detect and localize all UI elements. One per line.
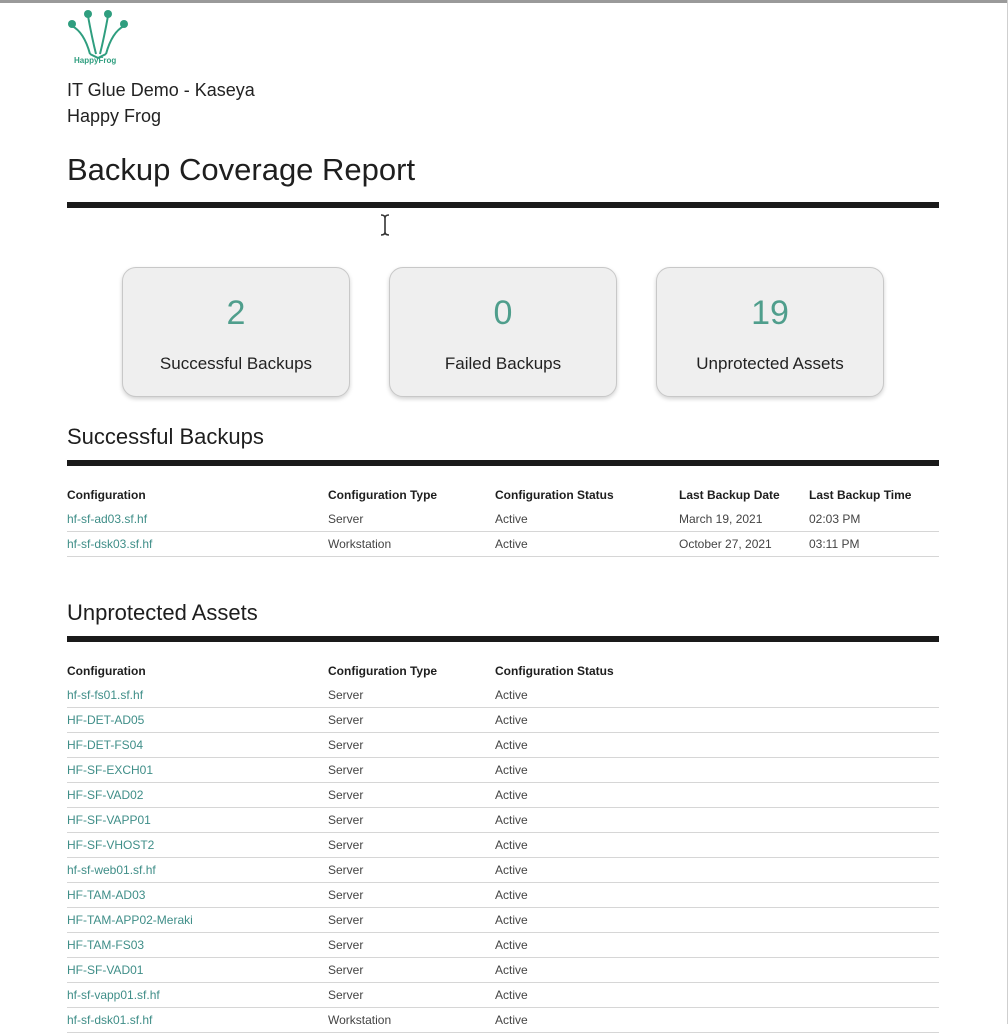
empty-cell: [679, 783, 939, 808]
logo-text: HappyFrog: [74, 56, 117, 65]
table-row: [67, 1008, 939, 1033]
configuration-status: Active: [495, 958, 679, 983]
unprotected-assets-heading: Unprotected Assets: [67, 600, 258, 625]
configuration-status: Active: [495, 683, 679, 708]
column-header-configuration: Configuration: [67, 664, 146, 678]
configuration-type: Server: [328, 507, 495, 532]
last-backup-time: 03:11 PM: [809, 532, 939, 557]
unprotected-assets-count: 19: [751, 294, 789, 332]
empty-cell: [679, 983, 939, 1008]
configuration-type: Server: [328, 708, 495, 733]
table-row: [67, 758, 939, 783]
table-row: [67, 532, 939, 557]
column-header-configuration-type: Configuration Type: [328, 664, 438, 678]
configuration-link[interactable]: HF-SF-VAD02: [67, 783, 328, 808]
configuration-link[interactable]: hf-sf-dsk03.sf.hf: [67, 532, 328, 557]
table-row: [67, 983, 939, 1008]
empty-cell: [679, 733, 939, 758]
table-row: [67, 958, 939, 983]
configuration-link[interactable]: HF-DET-FS04: [67, 733, 328, 758]
column-header-configuration: Configuration: [67, 488, 146, 502]
empty-cell: [679, 708, 939, 733]
successful-backups-label: Successful Backups: [159, 354, 313, 373]
configuration-link[interactable]: HF-SF-VHOST2: [67, 833, 328, 858]
configuration-type: Server: [328, 808, 495, 833]
configuration-status: Active: [495, 833, 679, 858]
configuration-status: Active: [495, 1008, 679, 1033]
table-header-row: [67, 659, 939, 683]
column-header-last-backup-time: Last Backup Time: [809, 488, 912, 502]
configuration-link[interactable]: hf-sf-dsk01.sf.hf: [67, 1008, 328, 1033]
configuration-link[interactable]: hf-sf-vapp01.sf.hf: [67, 983, 328, 1008]
failed-backups-count: 0: [493, 294, 513, 332]
empty-cell: [679, 808, 939, 833]
configuration-type: Server: [328, 758, 495, 783]
successful-backups-table: [67, 483, 939, 557]
table-row: [67, 808, 939, 833]
table-row: [67, 908, 939, 933]
configuration-type: Workstation: [328, 532, 495, 557]
configuration-link[interactable]: HF-TAM-APP02-Meraki: [67, 908, 328, 933]
table-row: [67, 883, 939, 908]
table-row: [67, 933, 939, 958]
table-row: [67, 858, 939, 883]
configuration-status: Active: [495, 507, 679, 532]
column-header-empty: [679, 659, 939, 683]
table-row: [67, 683, 939, 708]
empty-cell: [679, 683, 939, 708]
organization-name: IT Glue Demo - Kaseya: [67, 80, 255, 100]
configuration-link[interactable]: HF-TAM-FS03: [67, 933, 328, 958]
configuration-link[interactable]: HF-TAM-AD03: [67, 883, 328, 908]
window-top-border: [0, 0, 1008, 3]
successful-backups-count: 2: [226, 294, 246, 332]
unprotected-assets-card: [656, 267, 884, 397]
empty-cell: [679, 883, 939, 908]
table-row: [67, 708, 939, 733]
title-divider: [67, 202, 939, 208]
configuration-link[interactable]: HF-SF-EXCH01: [67, 758, 328, 783]
report-title: Backup Coverage Report: [67, 152, 416, 187]
configuration-status: Active: [495, 808, 679, 833]
configuration-link[interactable]: HF-SF-VAPP01: [67, 808, 328, 833]
table-row: [67, 833, 939, 858]
configuration-link[interactable]: hf-sf-ad03.sf.hf: [67, 507, 328, 532]
configuration-type: Server: [328, 883, 495, 908]
configuration-type: Server: [328, 858, 495, 883]
empty-cell: [679, 933, 939, 958]
column-header-configuration-status: Configuration Status: [495, 664, 614, 678]
unprotected-assets-divider: [67, 636, 939, 642]
failed-backups-card: [389, 267, 617, 397]
table-row: [67, 733, 939, 758]
failed-backups-label: Failed Backups: [444, 354, 562, 373]
configuration-type: Server: [328, 733, 495, 758]
unprotected-assets-label: Unprotected Assets: [696, 354, 844, 373]
configuration-status: Active: [495, 933, 679, 958]
last-backup-date: March 19, 2021: [679, 507, 809, 532]
client-name: Happy Frog: [67, 106, 162, 126]
configuration-type: Server: [328, 683, 495, 708]
empty-cell: [679, 833, 939, 858]
successful-backups-card: [122, 267, 350, 397]
successful-backups-divider: [67, 460, 939, 466]
configuration-status: Active: [495, 883, 679, 908]
table-row: [67, 507, 939, 532]
table-row: [67, 783, 939, 808]
configuration-status: Active: [495, 532, 679, 557]
configuration-type: Server: [328, 908, 495, 933]
column-header-last-backup-date: Last Backup Date: [679, 488, 780, 502]
configuration-status: Active: [495, 733, 679, 758]
last-backup-date: October 27, 2021: [679, 532, 809, 557]
configuration-type: Server: [328, 983, 495, 1008]
last-backup-time: 02:03 PM: [809, 507, 939, 532]
unprotected-assets-table: [67, 659, 939, 1033]
text-cursor-icon: [378, 213, 392, 237]
configuration-status: Active: [495, 708, 679, 733]
configuration-type: Server: [328, 833, 495, 858]
successful-backups-heading: Successful Backups: [67, 424, 264, 449]
configuration-type: Server: [328, 958, 495, 983]
configuration-link[interactable]: HF-SF-VAD01: [67, 958, 328, 983]
table-header-row: [67, 483, 939, 507]
column-header-configuration-type: Configuration Type: [328, 488, 438, 502]
empty-cell: [679, 958, 939, 983]
configuration-status: Active: [495, 758, 679, 783]
empty-cell: [679, 908, 939, 933]
configuration-status: Active: [495, 983, 679, 1008]
configuration-type: Server: [328, 933, 495, 958]
configuration-link[interactable]: hf-sf-web01.sf.hf: [67, 858, 328, 883]
empty-cell: [679, 1008, 939, 1033]
configuration-status: Active: [495, 858, 679, 883]
configuration-link[interactable]: hf-sf-fs01.sf.hf: [67, 683, 328, 708]
configuration-type: Server: [328, 783, 495, 808]
empty-cell: [679, 858, 939, 883]
configuration-status: Active: [495, 908, 679, 933]
configuration-type: Workstation: [328, 1008, 495, 1033]
column-header-configuration-status: Configuration Status: [495, 488, 614, 502]
configuration-status: Active: [495, 783, 679, 808]
configuration-link[interactable]: HF-DET-AD05: [67, 708, 328, 733]
empty-cell: [679, 758, 939, 783]
